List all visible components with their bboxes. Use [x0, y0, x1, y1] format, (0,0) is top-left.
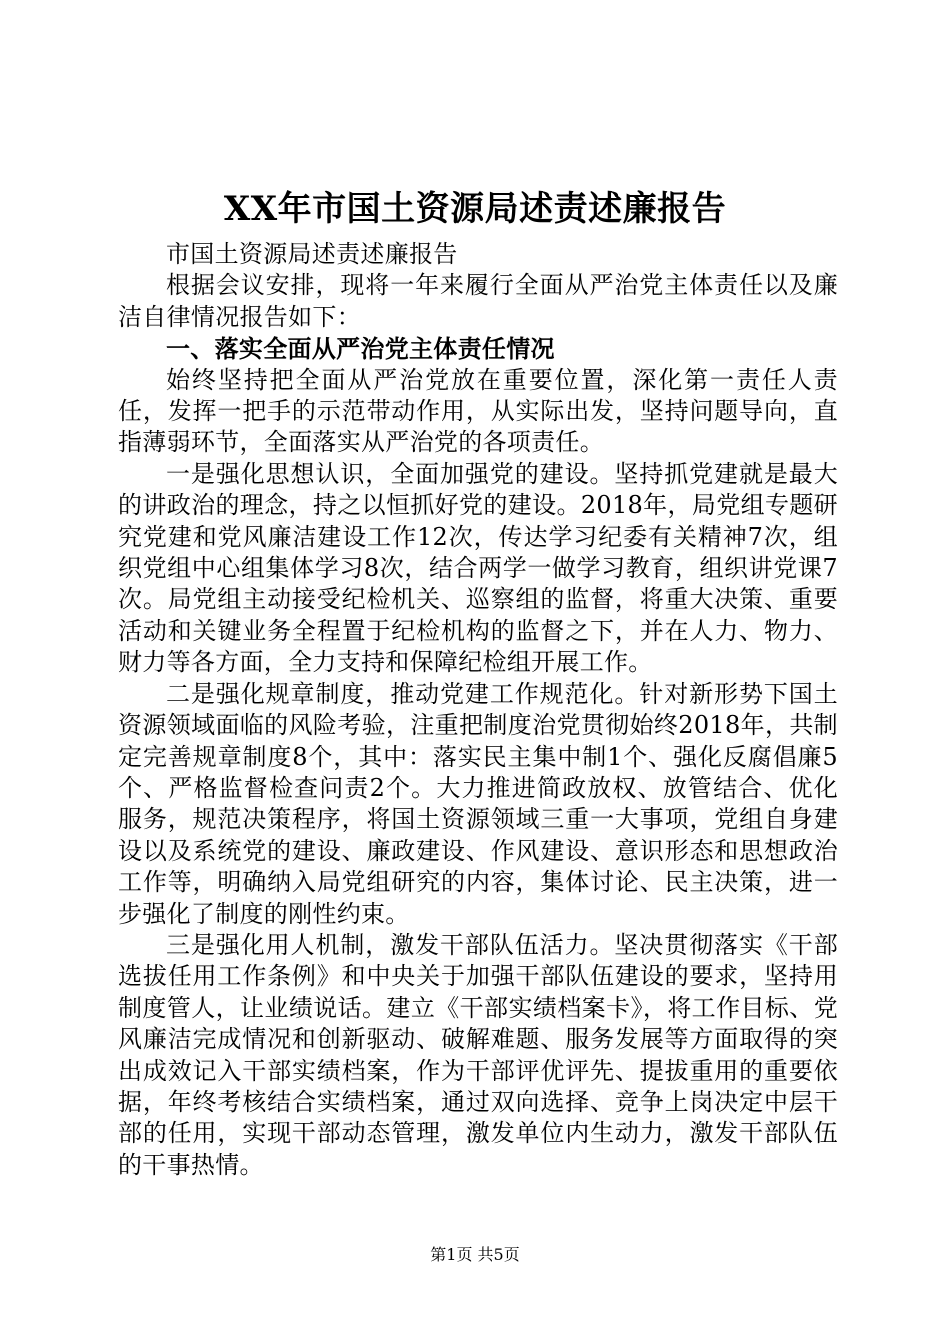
document-body [118, 239, 838, 1181]
body-paragraph: 一是强化思想认识，全面加强党的建设。坚持抓党建就是最大的讲政治的理念，持之以恒抓好党的建设。2018年，局党组专题研究党建和党风廉洁建设工作12次，传达学习纪委有关精神7次，组织党组中心组集体学习8次，结合两学一做学习教育，组织讲党课7次。局党组主动接受纪检机关、巡察组的监督，将重大决策、重要活动和关键业务全程置于纪检机构的监督之下，并在人力、物力、财力等各方面，全力支持和保障纪检组开展工作。 [118, 459, 838, 677]
intro-paragraph: 根据会议安排，现将一年来履行全面从严治党主体责任以及廉洁自律情况报告如下： [118, 271, 838, 331]
document-title: XX年市国土资源局述责述廉报告 [223, 189, 727, 229]
section-heading: 一、落实全面从严治党主体责任情况 [166, 334, 555, 364]
subtitle-paragraph: 市国土资源局述责述廉报告 [166, 240, 458, 268]
body-paragraph: 三是强化用人机制，激发干部队伍活力。坚决贯彻落实《干部选拔任用工作条例》和中央关于加强干部队伍建设的要求，坚持用制度管人，让业绩说话。建立《干部实绩档案卡》，将工作目标、党风廉洁完成情况和创新驱动、破解难题、服务发展等方面取得的突出成效记入干部实绩档案，作为干部评优评先、提拔重用的重要依据，年终考核结合实绩档案，通过双向选择、竞争上岗决定中层干部的任用，实现干部动态管理，激发单位内生动力，激发干部队伍的干事热情。 [118, 930, 838, 1179]
page-footer: 第1页 共5页 [430, 1245, 520, 1264]
body-paragraph: 始终坚持把全面从严治党放在重要位置，深化第一责任人责任，发挥一把手的示范带动作用，从实际出发，坚持问题导向，直指薄弱环节，全面落实从严治党的各项责任。 [118, 365, 838, 457]
body-paragraph: 二是强化规章制度，推动党建工作规范化。针对新形势下国土资源领域面临的风险考验，注重把制度治党贯彻始终2018年，共制定完善规章制度8个，其中：落实民主集中制1个、强化反腐倡廉5个、严格监督检查问责2个。大力推进简政放权、放管结合、优化服务，规范决策程序，将国土资源领域三重一大事项，党组自身建设以及系统党的建设、廉政建设、作风建设、意识形态和思想政治工作等，明确纳入局党组研究的内容，集体讨论、民主决策，进一步强化了制度的刚性约束。 [118, 679, 838, 928]
